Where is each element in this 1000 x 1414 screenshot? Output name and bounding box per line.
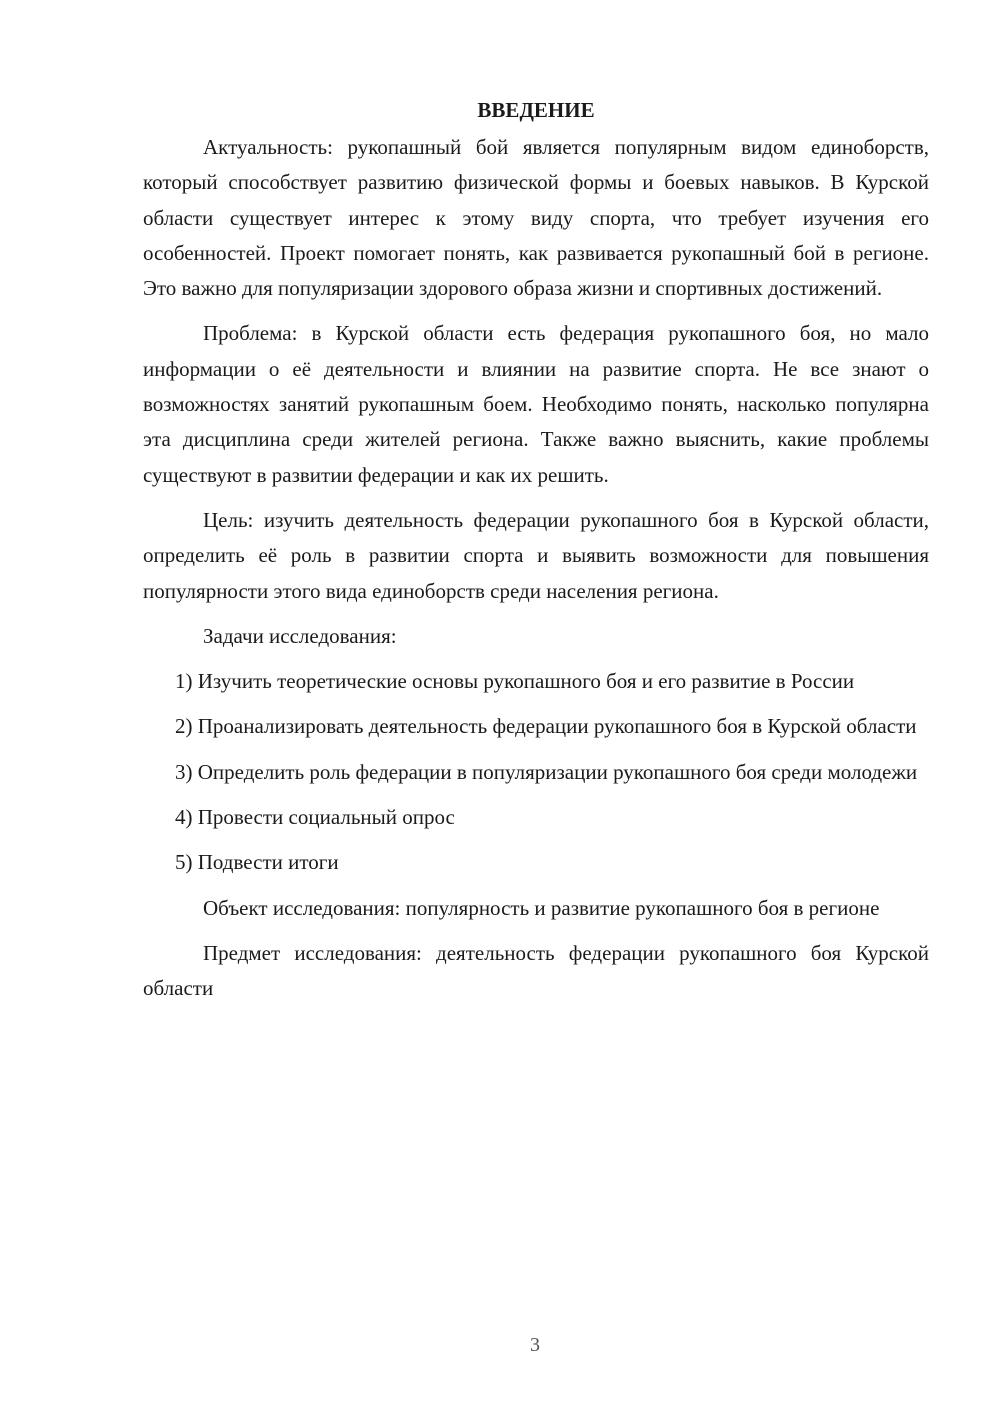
paragraph-object: Объект исследования: популярность и развитие рукопашного боя в регионе xyxy=(203,895,880,920)
paragraph-relevance: Актуальность: рукопашный бой является популярным видом единоборств, который способствует развитию физической формы и боевых навыков. В Курской области существует интерес к этому виду спорта, что требует изучения его особенностей. Проект помогает понять, как развивается рукопашный бой в регионе. Это важно для популяризации здорового образа жизни и спортивных достижений. xyxy=(143,135,929,301)
task-item: 4) Провести социальный опрос xyxy=(175,805,455,830)
page-number: 3 xyxy=(530,1334,540,1356)
paragraph-subject: Предмет исследования: деятельность федерации рукопашного боя Курской области xyxy=(143,940,929,1001)
tasks-list xyxy=(143,664,929,880)
task-item: 2) Проанализировать деятельность федерации рукопашного боя в Курской области xyxy=(175,714,917,739)
section-title: ВВЕДЕНИЕ xyxy=(477,98,595,122)
document-page xyxy=(143,96,929,1017)
task-item: 1) Изучить теоретические основы рукопашного боя и его развитие в России xyxy=(175,669,855,694)
task-item: 3) Определить роль федерации в популяризации рукопашного боя среди молодежи xyxy=(175,759,918,784)
paragraph-problem: Проблема: в Курской области есть федерация рукопашного боя, но мало информации о её деятельности и влиянии на развитие спорта. Не все знают о возможностях занятий рукопашным боем. Необходимо понять, насколько популярна эта дисциплина среди жителей региона. Также важно выяснить, какие проблемы существуют в развитии федерации и как их решить. xyxy=(143,321,929,487)
paragraph-goal: Цель: изучить деятельность федерации рукопашного боя в Курской области, определить её роль в развитии спорта и выявить возможности для повышения популярности этого вида единоборств среди населения региона. xyxy=(143,507,929,603)
tasks-heading: Задачи исследования: xyxy=(203,623,397,648)
task-item: 5) Подвести итоги xyxy=(175,850,339,875)
